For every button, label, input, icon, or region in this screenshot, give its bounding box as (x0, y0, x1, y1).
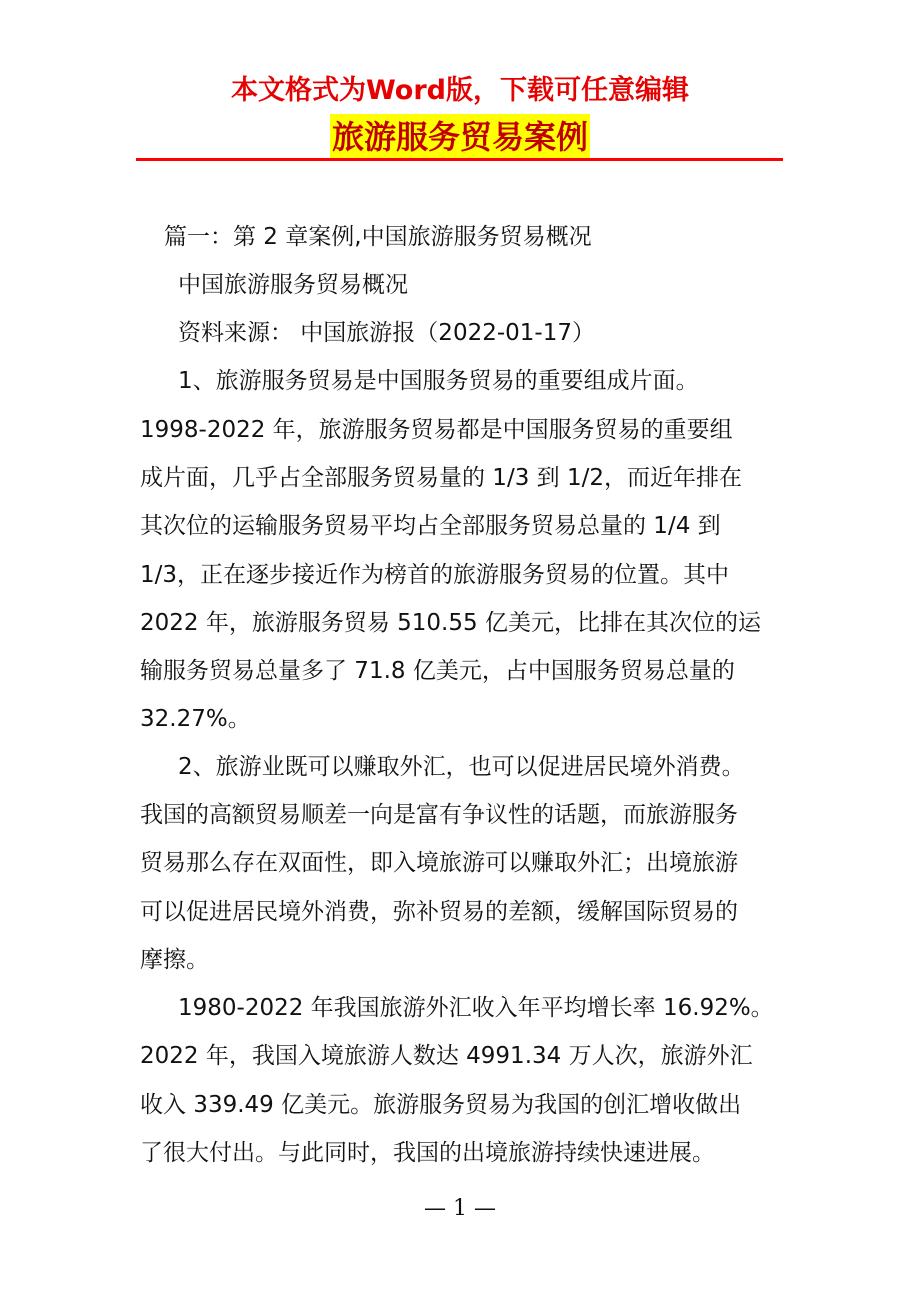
paragraph-line: 2022 年，我国入境旅游人数达 4991.34 万人次，旅游外汇 (140, 1043, 753, 1069)
paragraph-line: 成片面，几乎占全部服务贸易量的 1/3 到 1/2，而近年排在 (140, 465, 742, 491)
paragraph-line: 1、旅游服务贸易是中国服务贸易的重要组成片面。 (178, 368, 699, 394)
document-title: 旅游服务贸易案例 (330, 114, 590, 160)
title-divider (136, 158, 783, 161)
paragraph-line: 我国的高额贸易顺差一向是富有争议性的话题，而旅游服务 (140, 802, 738, 828)
source-line: 资料来源： 中国旅游报（2022-01-17） (178, 320, 595, 346)
page-number: — 1 — (424, 1196, 496, 1221)
section-heading: 篇一：第 2 章案例,中国旅游服务贸易概况 (164, 224, 592, 250)
subheading: 中国旅游服务贸易概况 (178, 272, 408, 298)
paragraph-line: 收入 339.49 亿美元。旅游服务贸易为我国的创汇增收做出 (140, 1092, 742, 1118)
paragraph-line: 可以促进居民境外消费，弥补贸易的差额，缓解国际贸易的 (140, 899, 738, 925)
paragraph-line: 摩擦。 (140, 947, 209, 973)
paragraph-line: 2022 年，旅游服务贸易 510.55 亿美元，比排在其次位的运 (140, 610, 761, 636)
paragraph-line: 2、旅游业既可以赚取外汇，也可以促进居民境外消费。 (178, 754, 745, 780)
paragraph-line: 贸易那么存在双面性，即入境旅游可以赚取外汇；出境旅游 (140, 850, 738, 876)
paragraph-line: 其次位的运输服务贸易平均占全部服务贸易总量的 1/4 到 (140, 513, 721, 539)
paragraph-line: 1980-2022 年我国旅游外汇收入年平均增长率 16.92%。 (178, 995, 774, 1021)
paragraph-line: 1998-2022 年，旅游服务贸易都是中国服务贸易的重要组 (140, 417, 733, 443)
paragraph-line: 输服务贸易总量多了 71.8 亿美元，占中国服务贸易总量的 (140, 658, 735, 684)
paragraph-line: 了很大付出。与此同时，我国的出境旅游持续快速进展。 (140, 1140, 715, 1166)
download-notice-banner: 本文格式为Word版，下载可任意编辑 (230, 75, 689, 106)
paragraph-line: 1/3，正在逐步接近作为榜首的旅游服务贸易的位置。其中 (140, 562, 730, 588)
paragraph-line: 32.27%。 (140, 706, 251, 732)
